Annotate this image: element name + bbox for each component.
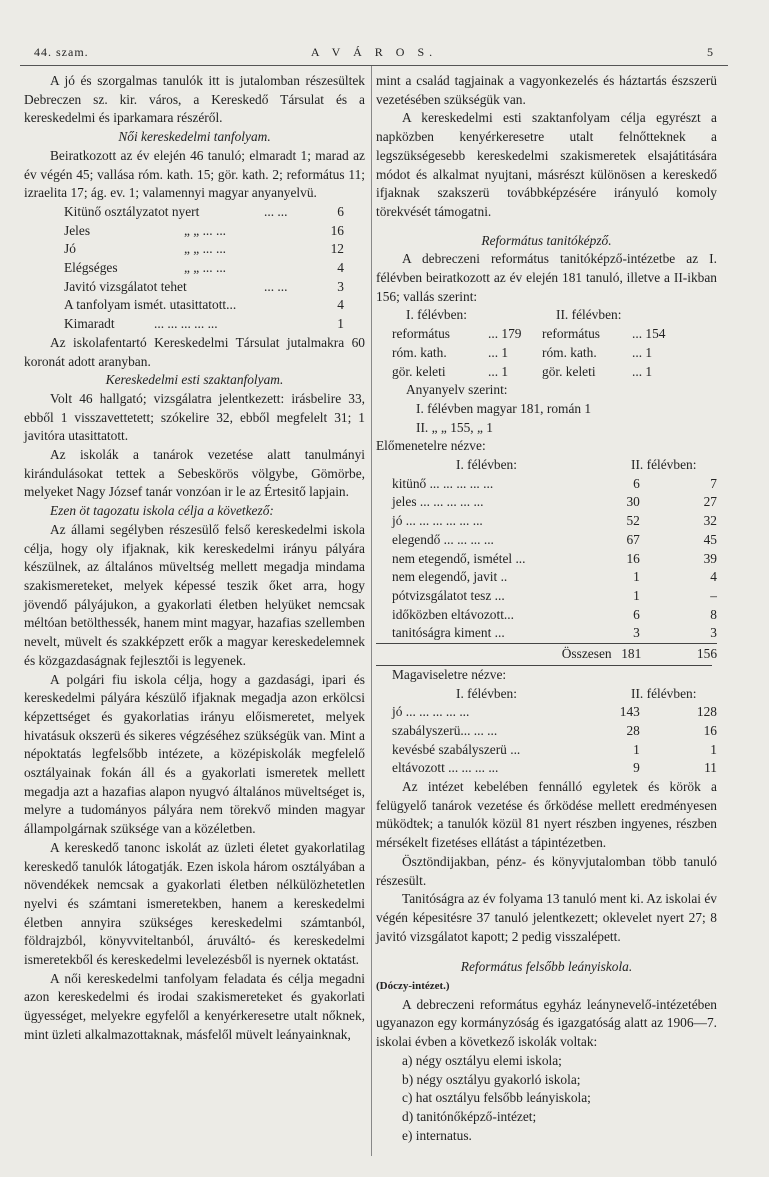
progress-row: jeles ... ... ... ... ... 30 27: [392, 494, 717, 510]
total-row: Összesen 181 156: [376, 643, 717, 664]
paragraph: Az iskolafentartó Kereskedelmi Társulat jutalmakra 60 koronát adott aranyban.: [24, 334, 365, 369]
section-heading: Női kereskedelmi tanfolyam.: [118, 129, 271, 145]
paragraph: Beiratkozott az év elején 46 tanuló; elmaradt 1; marad az év végén 45; vallása róm. kath. 15; gör. kath. 2; református 11; izraelita 17; ág. ev. 1; valamennyi magyar anyanyelvü.: [24, 147, 365, 201]
progress-row: időközben eltávozott... 6 8: [392, 606, 717, 622]
journal-title: A V Á R O S.: [310, 45, 438, 59]
progress-row: nem etegendő, ismétel ... 16 39: [392, 550, 717, 566]
issue-number: 44. szam.: [34, 45, 89, 59]
grades-list: [24, 203, 365, 334]
section-subheading: (Dóczy-intézet.): [376, 980, 450, 993]
page-number: 5: [707, 45, 714, 59]
paragraph: A debreczeni református tanitóképző-intézetbe az I. félévben beiratkozott az év elején 181 tanuló, illetve a II-ikban 156; vallás szerint:: [376, 251, 717, 304]
progress-row: jó ... ... ... ... ... ... 52 32: [392, 513, 717, 529]
grade-row: Kitünő osztályzatot nyert ... ... 6: [64, 203, 344, 219]
grade-row: Kimaradt ... ... ... ... ... 1: [64, 316, 344, 332]
grade-row: Jeles „ „ ... ... 16: [64, 222, 344, 238]
progress-row: tanitóságra kiment ... 3 3: [392, 625, 717, 641]
paragraph: A kereskedelmi esti szaktanfolyam célja egyrészt a napközben kenyérkeresetre utalt felnőtteknek a legszükségesebb kereskedelmi szakismeretek elsajátitására módot és alkalmat nyujtani, másrészt különösen a kereskedő ifjaknak szakszerü továbbképzésére irányuló komoly törekvését támogatni.: [376, 110, 717, 219]
grade-row: A tanfolyam ismét. utasittatott... 4: [64, 297, 344, 313]
paragraph: A debreczeni református egyház leánynevelő-intézetében ugyanazon egy kormányzóság és igazgatóság alatt az 1906—7. iskolai évben a következő iskolák voltak:: [376, 996, 717, 1050]
paragraph: Az intézet kebelében fennálló egyletek és körök a felügyelő tanárok vezetése és őrködése mellett eredményesen müködtek; a tanulók közül 81 nyert részben ingyenes, részben mérsékelt fizetéses ellátást a tápintézetben.: [376, 779, 717, 851]
section-heading: Református tanitóképző.: [481, 232, 612, 248]
semester-head: I. félévben: II. félévben:: [406, 307, 622, 323]
grade-row: Jó „ „ ... ... 12: [64, 241, 344, 257]
subheading: Előmenetelre nézve:: [376, 438, 486, 454]
behaviour-row: eltávozott ... ... ... ... 9 11: [392, 760, 717, 776]
religion-row: református ... 179 református ... 154: [392, 326, 666, 342]
column-divider: [371, 66, 372, 1156]
list-item: e) internatus.: [402, 1127, 472, 1143]
list-item: b) négy osztályu gyakorló iskola;: [402, 1071, 581, 1087]
paragraph: A jó és szorgalmas tanulók itt is jutalomban részesültek Debreczen sz. kir. város, a Kereskedő Társulat és a kereskedelmi és iparkamara részéről.: [24, 73, 365, 126]
list-item: d) tanitónőképző-intézet;: [402, 1108, 537, 1124]
lang-row: I. félévben magyar 181, román 1: [416, 400, 592, 416]
grade-row: Javitó vizsgálatot tehet ... ... 3: [64, 278, 344, 294]
section-heading: Református felsőbb leányiskola.: [460, 959, 633, 975]
paragraph: Ezen öt tagozatu iskola célja a következő:: [50, 503, 274, 519]
section-heading: Kereskedelmi esti szaktanfolyam.: [105, 372, 284, 388]
progress-row: elegendő ... ... ... ... 67 45: [392, 531, 717, 547]
list-item: c) hat osztályu felsőbb leányiskola;: [402, 1090, 591, 1106]
paragraph: Az iskolák a tanárok vezetése alatt tanulmányi kirándulásokat tettek a Sebeskörös völgybe, Gömörbe, melyeket Nagy József tanár vonzóan ir le az Értesitő lapjain.: [24, 447, 365, 500]
left-column: [24, 72, 365, 1045]
paragraph: A női kereskedelmi tanfolyam feladata és célja megadni azon kereskedelmi és irodai szakismereteket és gyakorlati ügyességet, melyekre egyfelől a kenyérkeresetre utalt nőknek, mint üzleti alkalmazottaknak, másfelől müvelt leányainknak,: [24, 970, 365, 1042]
subheading: Anyanyelv szerint:: [406, 382, 508, 398]
paragraph: A polgári fiu iskola célja, hogy a gazdasági, ipari és kereskedelmi pályára készülő ifjaknak megadja azon erkölcsi képzettséget és gyakorlatias irányu előismeretet, melyek hivatásuk okszerü és sikeres végzéséhez szükségük van. Mint a népoktatás legfelsőbb intézete, a középiskolák megfelelő osztályainak fokán áll és a gyakorlati ismeretek mellett megadja azt a hazafias alapon nyugvó általános müveltséget is, melyre a tudományos pályára nem törekvő minden magyar állampolgárnak szüksége van a közéletben.: [24, 671, 365, 837]
grade-row: Elégséges „ „ ... ... 4: [64, 260, 344, 276]
behaviour-row: kevésbé szabályszerü ... 1 1: [392, 741, 717, 757]
religion-row: gör. keleti ... 1 gör. keleti ... 1: [392, 363, 653, 379]
paragraph: Ösztöndijakban, pénz- és könyvjutalomban több tanuló részesült.: [376, 853, 717, 888]
page-header: [34, 45, 714, 63]
progress-row: kitünő ... ... ... ... ... 6 7: [392, 475, 717, 491]
lang-row: II. „ „ 155, „ 1: [416, 419, 493, 435]
list-item: a) négy osztályu elemi iskola;: [402, 1052, 562, 1068]
progress-row: nem elegendő, javit .. 1 4: [392, 569, 717, 585]
paragraph: Volt 46 hallgató; vizsgálatra jelentkezett: irásbelire 33, ebből 1 visszavettetett; szókelire 32, ebből megfelelt 31; 1 javitóra utasittatott.: [24, 390, 365, 444]
right-column: [376, 72, 717, 1145]
paragraph: mint a család tagjainak a vagyonkezelés és háztartás észszerü vezetésében szükségük van.: [376, 73, 717, 107]
semester-head: I. félévben: II. félévben:: [456, 685, 697, 701]
paragraph: Az állami segélyben részesülő felső kereskedelmi iskola célja, hogy oly ifjaknak, kik kereskedelmi irányu pályára készülnek, az általános müveltség mellett megadja mindama szakismereteket, melyek képessé teszik őket arra, hogy jövendő pályájukon, a gyakorlati életben helyüket nemcsak méltóan betölthessék, hanem mint magyar, hazafias szellemben nevelt, müvelt és szakképzett erők a magyar kereskedelemnek és közgazdaságnak fejlesztői is legyenek.: [24, 521, 365, 668]
semester-head: I. félévben: II. félévben:: [456, 457, 697, 473]
religion-row: róm. kath. ... 1 róm. kath. ... 1: [392, 344, 653, 360]
header-rule: [20, 65, 728, 66]
progress-row: pótvizsgálatot tesz ... 1 –: [392, 587, 717, 603]
behaviour-row: szabályszerü... ... ... 28 16: [392, 722, 717, 738]
behaviour-row: jó ... ... ... ... ... 143 128: [392, 704, 717, 720]
paragraph: A kereskedő tanonc iskolát az üzleti életet gyakorlatilag kereskedő tanulók látogatják. Ezen iskola három osztályában a növendékek nemcsak a gyakorlati életben nélkülözhetetlen nyelvi és számtani ismeretekben, hanem a kereskedelmi életben annyira szükséges kereskedelmi számtanból, földrajzból, könyvviteltanból, áruváltó- és kereskedelmi ismeretekből és kereskedelmi levelezésből is nyernek oktatást.: [24, 839, 365, 968]
subheading: Magaviseletre nézve:: [376, 665, 712, 685]
paragraph: Tanitóságra az év folyama 13 tanuló ment ki. Az iskolai év végén képesitésre 37 tanuló jelentkezett; oklevelet nyert 27; 8 javitó vizsgálatot kapott; 2 pedig visszalépett.: [376, 891, 717, 944]
